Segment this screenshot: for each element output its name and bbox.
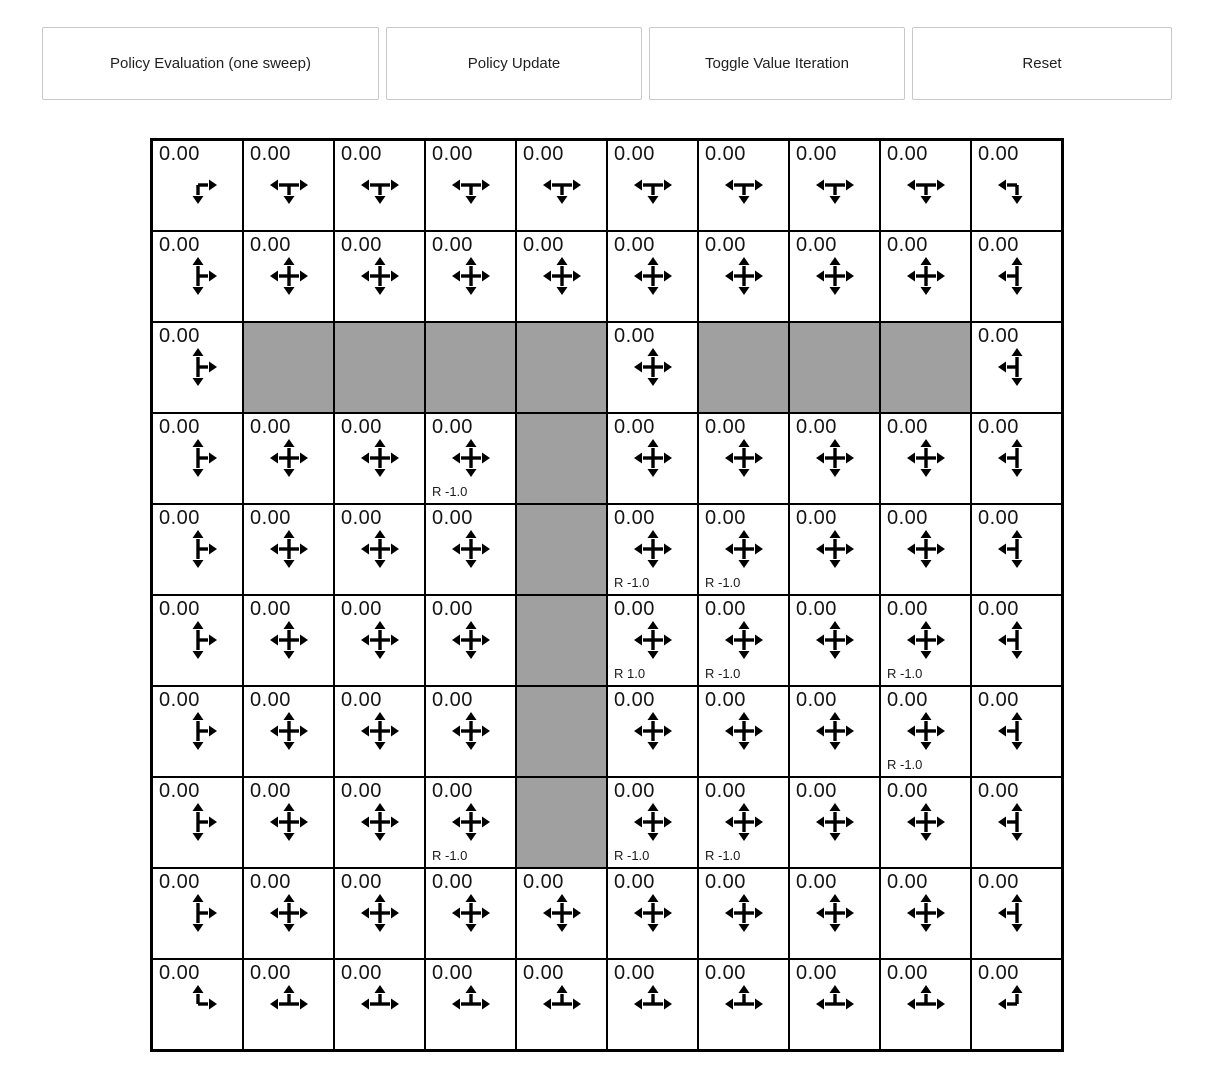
policy-arrows-icon	[358, 891, 402, 935]
policy-arrows-icon	[904, 254, 948, 298]
cell-value: 0.00	[159, 962, 200, 984]
cell-value: 0.00	[432, 598, 473, 620]
cell-value: 0.00	[614, 689, 655, 711]
grid-cell	[152, 959, 243, 1050]
grid-cell	[425, 140, 516, 231]
cell-value: 0.00	[887, 234, 928, 256]
grid-cell	[425, 504, 516, 595]
grid-cell	[698, 868, 789, 959]
grid-cell	[152, 504, 243, 595]
policy-arrows-icon	[631, 618, 675, 662]
policy-arrows-icon	[449, 982, 493, 1026]
cell-value: 0.00	[978, 689, 1019, 711]
cell-value: 0.00	[250, 416, 291, 438]
grid-cell	[607, 959, 698, 1050]
cell-value: 0.00	[614, 871, 655, 893]
cell-value: 0.00	[978, 143, 1019, 165]
policy-arrows-icon	[267, 254, 311, 298]
cell-value: 0.00	[159, 325, 200, 347]
cell-value: 0.00	[341, 780, 382, 802]
policy-arrows-icon	[722, 254, 766, 298]
cell-value: 0.00	[887, 780, 928, 802]
policy-arrows-icon	[358, 982, 402, 1026]
policy-arrows-icon	[449, 254, 493, 298]
policy-arrows-icon	[267, 709, 311, 753]
cell-value: 0.00	[614, 598, 655, 620]
grid-cell	[334, 777, 425, 868]
policy-arrows-icon	[722, 527, 766, 571]
cell-value: 0.00	[250, 234, 291, 256]
policy-arrows-icon	[631, 254, 675, 298]
grid-cell	[698, 504, 789, 595]
policy-arrows-icon	[358, 709, 402, 753]
grid-cell	[516, 959, 607, 1050]
cell-value: 0.00	[796, 143, 837, 165]
grid-cell	[425, 777, 516, 868]
wall-cell	[698, 322, 789, 413]
toggle-value-iteration-button[interactable]: Toggle Value Iteration	[649, 27, 905, 100]
policy-arrows-icon	[540, 163, 584, 207]
cell-value: 0.00	[341, 962, 382, 984]
cell-value: 0.00	[614, 325, 655, 347]
cell-value: 0.00	[796, 507, 837, 529]
grid-cell	[698, 413, 789, 504]
gridworld	[150, 138, 1064, 1052]
grid-cell	[334, 959, 425, 1050]
policy-arrows-icon	[722, 618, 766, 662]
grid-cell	[243, 413, 334, 504]
grid-cell	[243, 504, 334, 595]
policy-arrows-icon	[813, 163, 857, 207]
wall-cell	[334, 322, 425, 413]
cell-reward: R -1.0	[614, 848, 650, 863]
grid-cell	[152, 686, 243, 777]
grid-cell	[698, 595, 789, 686]
policy-arrows-icon	[631, 527, 675, 571]
policy-arrows-icon	[904, 982, 948, 1026]
grid-cell	[880, 504, 971, 595]
grid-cell	[152, 231, 243, 322]
cell-value: 0.00	[978, 780, 1019, 802]
cell-value: 0.00	[159, 871, 200, 893]
grid-cell	[880, 868, 971, 959]
cell-value: 0.00	[250, 689, 291, 711]
wall-cell	[516, 413, 607, 504]
cell-value: 0.00	[432, 143, 473, 165]
cell-value: 0.00	[887, 962, 928, 984]
cell-value: 0.00	[796, 234, 837, 256]
policy-arrows-icon	[449, 709, 493, 753]
policy-arrows-icon	[813, 982, 857, 1026]
policy-arrows-icon	[358, 800, 402, 844]
policy-arrows-icon	[631, 163, 675, 207]
grid-cell	[243, 777, 334, 868]
policy-arrows-icon	[267, 891, 311, 935]
wall-cell	[516, 777, 607, 868]
cell-value: 0.00	[523, 871, 564, 893]
grid-cell	[243, 231, 334, 322]
cell-value: 0.00	[614, 416, 655, 438]
policy-arrows-icon	[631, 345, 675, 389]
grid-cell	[607, 777, 698, 868]
policy-arrows-icon	[358, 527, 402, 571]
cell-reward: R -1.0	[705, 666, 741, 681]
grid-cell	[971, 959, 1062, 1050]
policy-arrows-icon	[904, 163, 948, 207]
policy-arrows-icon	[449, 800, 493, 844]
policy-arrows-icon	[540, 891, 584, 935]
grid-cell	[880, 413, 971, 504]
policy-arrows-icon	[358, 436, 402, 480]
cell-value: 0.00	[796, 780, 837, 802]
grid-cell	[698, 231, 789, 322]
policy-arrows-icon	[176, 436, 220, 480]
grid-cell	[152, 322, 243, 413]
cell-value: 0.00	[978, 871, 1019, 893]
cell-value: 0.00	[705, 962, 746, 984]
policy-arrows-icon	[631, 709, 675, 753]
cell-reward: R -1.0	[614, 575, 650, 590]
policy-arrows-icon	[813, 891, 857, 935]
cell-value: 0.00	[250, 143, 291, 165]
policy-arrows-icon	[358, 163, 402, 207]
policy-arrows-icon	[631, 800, 675, 844]
policy-arrows-icon	[995, 800, 1039, 844]
grid-cell	[425, 595, 516, 686]
cell-value: 0.00	[887, 871, 928, 893]
cell-value: 0.00	[705, 598, 746, 620]
grid-cell	[607, 413, 698, 504]
grid-cell	[334, 413, 425, 504]
grid-cell	[880, 959, 971, 1050]
policy-arrows-icon	[904, 709, 948, 753]
cell-value: 0.00	[250, 871, 291, 893]
policy-arrows-icon	[631, 436, 675, 480]
wall-cell	[516, 322, 607, 413]
cell-value: 0.00	[432, 780, 473, 802]
grid-cell	[425, 868, 516, 959]
wall-cell	[243, 322, 334, 413]
grid-cell	[152, 140, 243, 231]
grid-cell	[152, 777, 243, 868]
cell-value: 0.00	[705, 416, 746, 438]
grid-cell	[789, 959, 880, 1050]
policy-arrows-icon	[449, 163, 493, 207]
grid-cell	[789, 231, 880, 322]
cell-reward: R -1.0	[887, 757, 923, 772]
cell-value: 0.00	[887, 416, 928, 438]
cell-value: 0.00	[796, 962, 837, 984]
policy-arrows-icon	[722, 891, 766, 935]
cell-value: 0.00	[432, 234, 473, 256]
policy-arrows-icon	[904, 527, 948, 571]
cell-value: 0.00	[614, 507, 655, 529]
grid-cell	[334, 686, 425, 777]
policy-arrows-icon	[176, 618, 220, 662]
cell-value: 0.00	[796, 689, 837, 711]
cell-reward: R -1.0	[887, 666, 923, 681]
policy-arrows-icon	[813, 527, 857, 571]
policy-arrows-icon	[540, 254, 584, 298]
policy-arrows-icon	[267, 800, 311, 844]
grid-cell	[971, 595, 1062, 686]
cell-value: 0.00	[341, 143, 382, 165]
cell-value: 0.00	[250, 962, 291, 984]
cell-value: 0.00	[887, 689, 928, 711]
cell-value: 0.00	[614, 143, 655, 165]
grid-cell	[880, 595, 971, 686]
cell-value: 0.00	[705, 143, 746, 165]
cell-value: 0.00	[705, 780, 746, 802]
grid-cell	[698, 140, 789, 231]
cell-value: 0.00	[705, 689, 746, 711]
cell-value: 0.00	[159, 780, 200, 802]
cell-value: 0.00	[796, 598, 837, 620]
cell-value: 0.00	[159, 689, 200, 711]
cell-value: 0.00	[341, 416, 382, 438]
grid-cell	[243, 140, 334, 231]
policy-evaluation-button[interactable]: Policy Evaluation (one sweep)	[42, 27, 379, 100]
grid-cell	[880, 140, 971, 231]
grid-cell	[789, 504, 880, 595]
grid-cell	[607, 140, 698, 231]
policy-arrows-icon	[722, 163, 766, 207]
cell-value: 0.00	[341, 689, 382, 711]
cell-value: 0.00	[159, 598, 200, 620]
cell-value: 0.00	[978, 507, 1019, 529]
cell-value: 0.00	[432, 962, 473, 984]
grid-cell	[971, 777, 1062, 868]
policy-arrows-icon	[267, 163, 311, 207]
policy-arrows-icon	[813, 254, 857, 298]
cell-value: 0.00	[978, 325, 1019, 347]
cell-value: 0.00	[523, 234, 564, 256]
policy-arrows-icon	[995, 527, 1039, 571]
grid-cell	[516, 868, 607, 959]
policy-arrows-icon	[722, 800, 766, 844]
grid-cell	[971, 868, 1062, 959]
grid-cell	[334, 868, 425, 959]
policy-arrows-icon	[176, 345, 220, 389]
cell-value: 0.00	[341, 234, 382, 256]
cell-value: 0.00	[159, 234, 200, 256]
cell-value: 0.00	[887, 598, 928, 620]
cell-value: 0.00	[159, 416, 200, 438]
cell-value: 0.00	[159, 143, 200, 165]
policy-arrows-icon	[176, 800, 220, 844]
wall-cell	[880, 322, 971, 413]
policy-arrows-icon	[813, 436, 857, 480]
policy-arrows-icon	[449, 527, 493, 571]
grid-cell	[607, 504, 698, 595]
grid-cell	[971, 686, 1062, 777]
grid-cell	[425, 231, 516, 322]
policy-arrows-icon	[176, 254, 220, 298]
cell-value: 0.00	[978, 234, 1019, 256]
cell-value: 0.00	[978, 598, 1019, 620]
policy-arrows-icon	[995, 254, 1039, 298]
policy-arrows-icon	[722, 436, 766, 480]
policy-arrows-icon	[267, 436, 311, 480]
policy-arrows-icon	[813, 618, 857, 662]
policy-arrows-icon	[813, 709, 857, 753]
policy-arrows-icon	[813, 800, 857, 844]
cell-value: 0.00	[341, 507, 382, 529]
policy-arrows-icon	[358, 618, 402, 662]
grid-cell	[698, 686, 789, 777]
policy-arrows-icon	[995, 982, 1039, 1026]
cell-value: 0.00	[432, 689, 473, 711]
grid-cell	[607, 686, 698, 777]
wall-cell	[516, 686, 607, 777]
cell-value: 0.00	[432, 507, 473, 529]
grid-cell	[334, 504, 425, 595]
cell-reward: R 1.0	[614, 666, 646, 681]
cell-value: 0.00	[796, 871, 837, 893]
policy-arrows-icon	[449, 891, 493, 935]
cell-reward: R -1.0	[705, 848, 741, 863]
cell-value: 0.00	[250, 507, 291, 529]
policy-arrows-icon	[995, 345, 1039, 389]
grid-cell	[152, 595, 243, 686]
grid-cell	[152, 413, 243, 504]
cell-value: 0.00	[614, 962, 655, 984]
policy-arrows-icon	[267, 618, 311, 662]
grid-cell	[516, 231, 607, 322]
grid-cell	[516, 140, 607, 231]
cell-reward: R -1.0	[432, 484, 468, 499]
grid-cell	[880, 686, 971, 777]
policy-arrows-icon	[449, 618, 493, 662]
cell-value: 0.00	[341, 598, 382, 620]
grid-cell	[243, 959, 334, 1050]
cell-value: 0.00	[432, 416, 473, 438]
grid-cell	[334, 595, 425, 686]
policy-arrows-icon	[176, 891, 220, 935]
grid-cell	[971, 140, 1062, 231]
grid-cell	[789, 413, 880, 504]
policy-arrows-icon	[995, 618, 1039, 662]
policy-arrows-icon	[449, 436, 493, 480]
policy-update-button[interactable]: Policy Update	[386, 27, 642, 100]
grid-cell	[698, 777, 789, 868]
policy-arrows-icon	[904, 618, 948, 662]
grid-cell	[152, 868, 243, 959]
grid-cell	[971, 322, 1062, 413]
cell-value: 0.00	[887, 507, 928, 529]
grid-cell	[880, 231, 971, 322]
grid-cell	[971, 504, 1062, 595]
cell-value: 0.00	[159, 507, 200, 529]
wall-cell	[425, 322, 516, 413]
cell-reward: R -1.0	[432, 848, 468, 863]
grid-cell	[607, 868, 698, 959]
cell-value: 0.00	[887, 143, 928, 165]
grid-cell	[971, 231, 1062, 322]
wall-cell	[516, 504, 607, 595]
policy-arrows-icon	[176, 163, 220, 207]
grid-cell	[243, 595, 334, 686]
policy-arrows-icon	[631, 891, 675, 935]
grid-cell	[243, 868, 334, 959]
policy-arrows-icon	[722, 709, 766, 753]
wall-cell	[789, 322, 880, 413]
cell-value: 0.00	[796, 416, 837, 438]
policy-arrows-icon	[631, 982, 675, 1026]
wall-cell	[516, 595, 607, 686]
policy-arrows-icon	[995, 709, 1039, 753]
reset-button[interactable]: Reset	[912, 27, 1172, 100]
policy-arrows-icon	[995, 891, 1039, 935]
grid-cell	[243, 686, 334, 777]
policy-arrows-icon	[176, 982, 220, 1026]
cell-value: 0.00	[523, 962, 564, 984]
policy-arrows-icon	[904, 436, 948, 480]
grid-cell	[789, 595, 880, 686]
toolbar	[42, 27, 1172, 100]
policy-arrows-icon	[904, 891, 948, 935]
cell-value: 0.00	[705, 234, 746, 256]
policy-arrows-icon	[722, 982, 766, 1026]
policy-arrows-icon	[176, 527, 220, 571]
policy-arrows-icon	[540, 982, 584, 1026]
cell-reward: R -1.0	[705, 575, 741, 590]
grid-cell	[789, 686, 880, 777]
policy-arrows-icon	[995, 436, 1039, 480]
policy-arrows-icon	[358, 254, 402, 298]
cell-value: 0.00	[705, 871, 746, 893]
grid-cell	[698, 959, 789, 1050]
grid-cell	[880, 777, 971, 868]
grid-cell	[971, 413, 1062, 504]
cell-value: 0.00	[614, 780, 655, 802]
grid-cell	[607, 231, 698, 322]
grid-cell	[425, 413, 516, 504]
grid-cell	[334, 140, 425, 231]
policy-arrows-icon	[267, 527, 311, 571]
cell-value: 0.00	[250, 598, 291, 620]
grid-cell	[789, 140, 880, 231]
grid-cell	[789, 868, 880, 959]
grid-cell	[425, 959, 516, 1050]
cell-value: 0.00	[978, 962, 1019, 984]
cell-value: 0.00	[341, 871, 382, 893]
grid-cell	[789, 777, 880, 868]
cell-value: 0.00	[614, 234, 655, 256]
grid-cell	[334, 231, 425, 322]
cell-value: 0.00	[250, 780, 291, 802]
policy-arrows-icon	[267, 982, 311, 1026]
policy-arrows-icon	[995, 163, 1039, 207]
policy-arrows-icon	[904, 800, 948, 844]
grid-cell	[607, 322, 698, 413]
cell-value: 0.00	[705, 507, 746, 529]
cell-value: 0.00	[432, 871, 473, 893]
policy-arrows-icon	[176, 709, 220, 753]
cell-value: 0.00	[523, 143, 564, 165]
cell-value: 0.00	[978, 416, 1019, 438]
grid-cell	[425, 686, 516, 777]
grid-cell	[607, 595, 698, 686]
